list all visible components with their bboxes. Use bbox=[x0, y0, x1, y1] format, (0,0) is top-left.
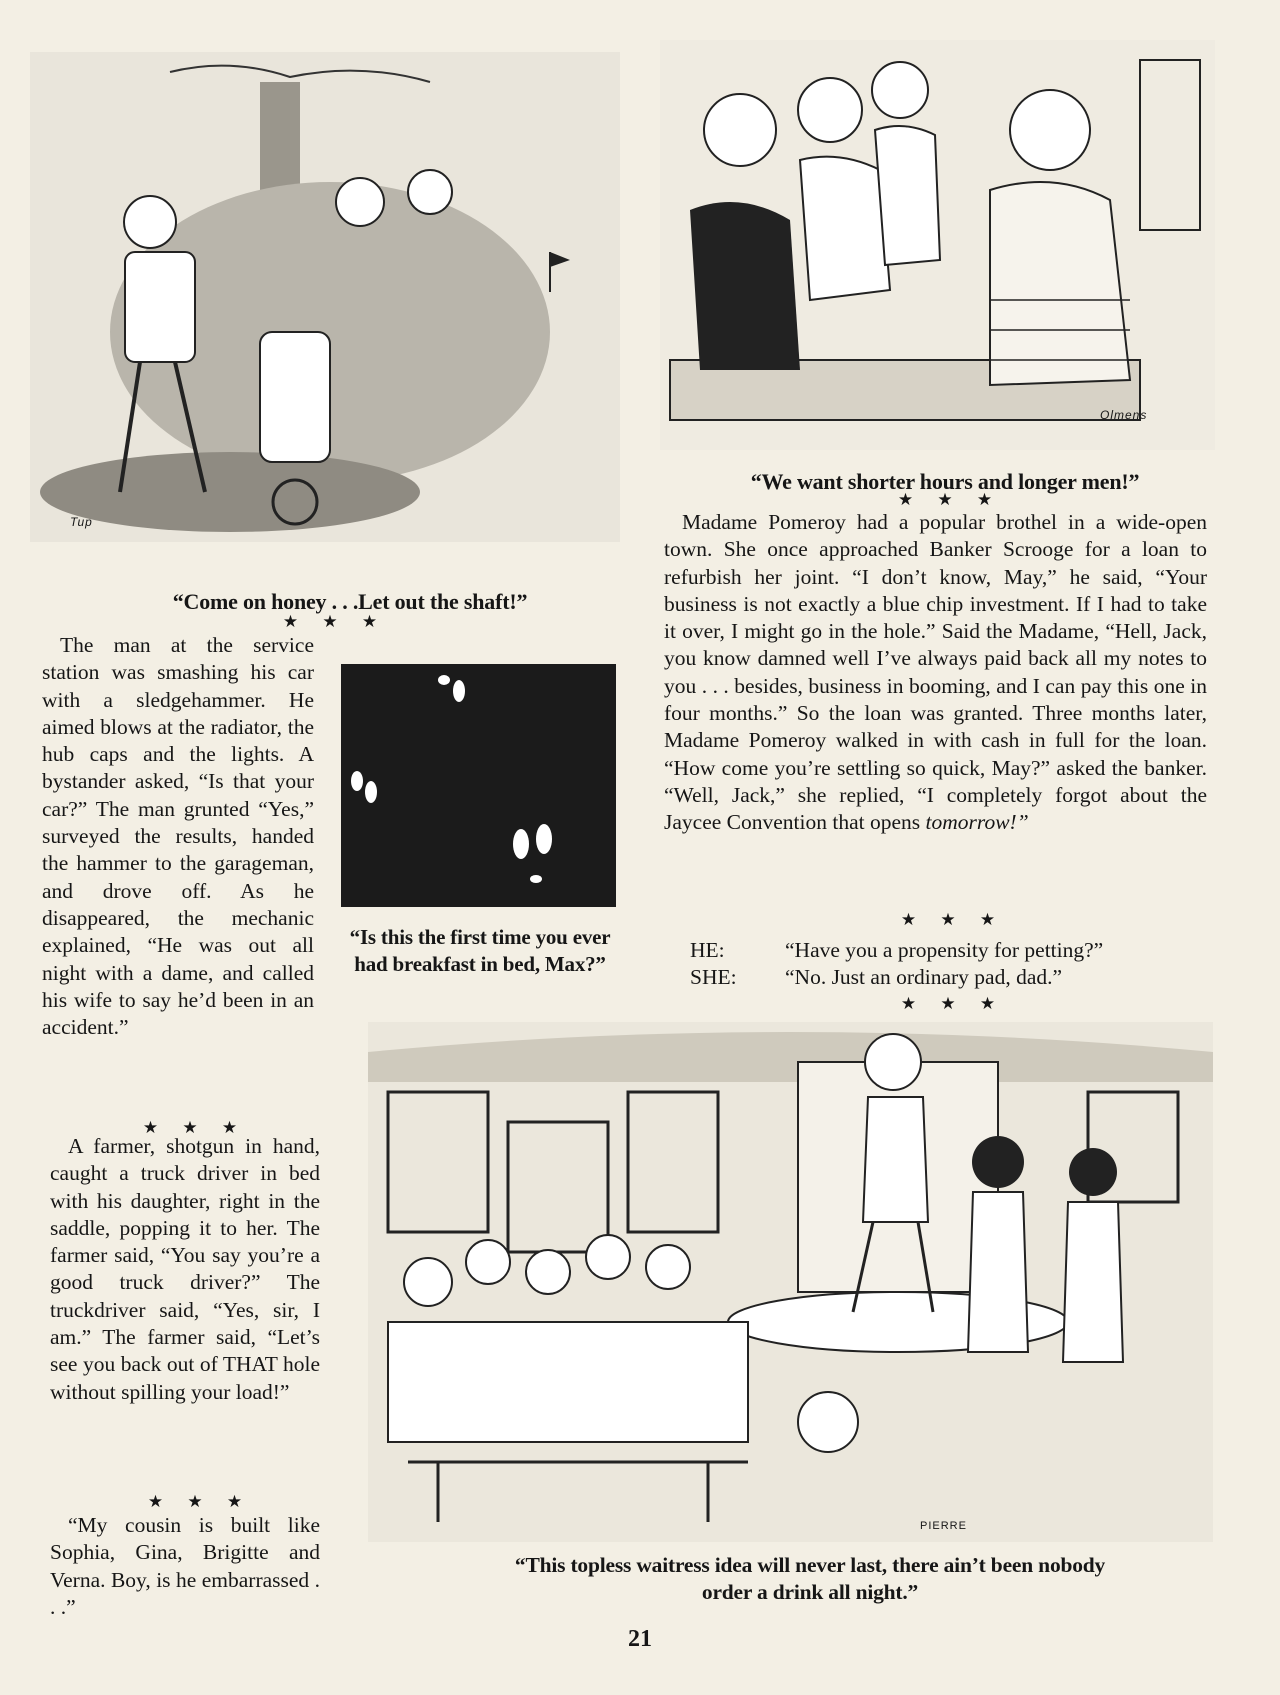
footprints-drawing bbox=[341, 664, 616, 907]
golf-cartoon-signature: Tup bbox=[70, 515, 93, 529]
footprints-caption: “Is this the first time you ever had breakfast in bed, Max?” bbox=[349, 925, 611, 976]
joke-cousin-text: “My cousin is built like Sophia, Gina, Brigitte and Verna. Boy, is he embarrassed . . .” bbox=[50, 1513, 320, 1619]
topless-bar-cartoon-caption bbox=[420, 1552, 1200, 1606]
golf-cartoon-caption: “Come on honey . . .Let out the shaft!” bbox=[172, 589, 528, 614]
footprints-on-black-illustration bbox=[341, 664, 616, 907]
joke-madame-pomeroy-text bbox=[664, 509, 1207, 837]
dialogue-she-line: “No. Just an ordinary pad, dad.” bbox=[785, 965, 1063, 989]
separator-stars: ★ ★ ★ bbox=[282, 612, 388, 631]
golf-cartoon-drawing bbox=[30, 52, 620, 542]
separator-stars: ★ ★ ★ bbox=[900, 910, 1006, 929]
dialogue-he-line: “Have you a propensity for petting?” bbox=[785, 938, 1104, 962]
topless-bar-cartoon-drawing bbox=[368, 1022, 1213, 1542]
topless-bar-caption-line2: order a drink all night.” bbox=[701, 1580, 919, 1604]
joke-madame-pomeroy-end: tomorrow!” bbox=[925, 810, 1029, 835]
separator-stars: ★ ★ ★ bbox=[142, 1118, 248, 1137]
joke-cousin bbox=[50, 1512, 320, 1621]
topless-bar-cartoon-signature: PIERRE bbox=[920, 1520, 967, 1532]
separator-stars: ★ ★ ★ bbox=[147, 1492, 253, 1511]
dialogue-he-label: HE: bbox=[690, 938, 725, 962]
brothel-cartoon-caption: “We want shorter hours and longer men!” bbox=[750, 469, 1140, 494]
dialogue-row-he bbox=[690, 937, 1210, 964]
joke-farmer bbox=[50, 1133, 320, 1406]
joke-service-station bbox=[42, 632, 314, 1041]
joke-service-station-text: The man at the service station was smashing his car with a sledgehammer. He aimed blows at the radiator, the hub caps and the lights. A bystander asked, “Is that your car?” The man grunted “Yes,” surveyed the results, handed the hammer to the garageman, and drove off. As he disappeared, the mechanic explained, “He was out all night with a dame, and called his wife to say he’d been in an accident.” bbox=[42, 633, 314, 1040]
page-number: 21 bbox=[628, 1626, 652, 1652]
topless-bar-caption-line1: “This topless waitress idea will never last, there ain’t been nobody bbox=[514, 1553, 1106, 1577]
dialogue-row-she bbox=[690, 964, 1210, 991]
brothel-cartoon-illustration bbox=[660, 40, 1215, 450]
golf-cartoon-illustration bbox=[30, 52, 620, 542]
dialogue-she-label: SHE: bbox=[690, 965, 737, 989]
joke-farmer-text: A farmer, shotgun in hand, caught a truck driver in bed with his daughter, right in the saddle, popping it to her. The farmer said, “You say you’re a good truck driver?” The truckdriver said, “Yes, sir, I am.” The farmer said, “Let’s see you back out of THAT hole without spilling your load!” bbox=[50, 1134, 320, 1404]
he-she-dialogue bbox=[690, 937, 1210, 991]
brothel-cartoon-drawing bbox=[660, 40, 1215, 450]
separator-stars: ★ ★ ★ bbox=[900, 994, 1006, 1013]
joke-madame-pomeroy-main: Madame Pomeroy had a popular brothel in a wide-open town. She once approached Banker Scrooge for a loan to refurbish her joint. “I don’t know, May,” he said, “Your business is not exactly a blue chip investment. If I had to take it over, I might go in the hole.” Said the Madame, “Hell, Jack, you know damned well I’ve always paid back all my notes to you . . . besides, business in booming, and I can pay this one in four months.” So the loan was granted. Three months later, Madame Pomeroy walked in with cash in full for the loan. “How come you’re settling so quick, May?” asked the banker. “Well, Jack,” she replied, “I completely forgot about the Jaycee Convention that opens bbox=[664, 510, 1207, 835]
brothel-cartoon-signature: Olmens bbox=[1100, 408, 1148, 422]
joke-madame-pomeroy bbox=[664, 509, 1207, 837]
topless-bar-cartoon-illustration bbox=[368, 1022, 1213, 1542]
separator-stars: ★ ★ ★ bbox=[897, 490, 1003, 509]
